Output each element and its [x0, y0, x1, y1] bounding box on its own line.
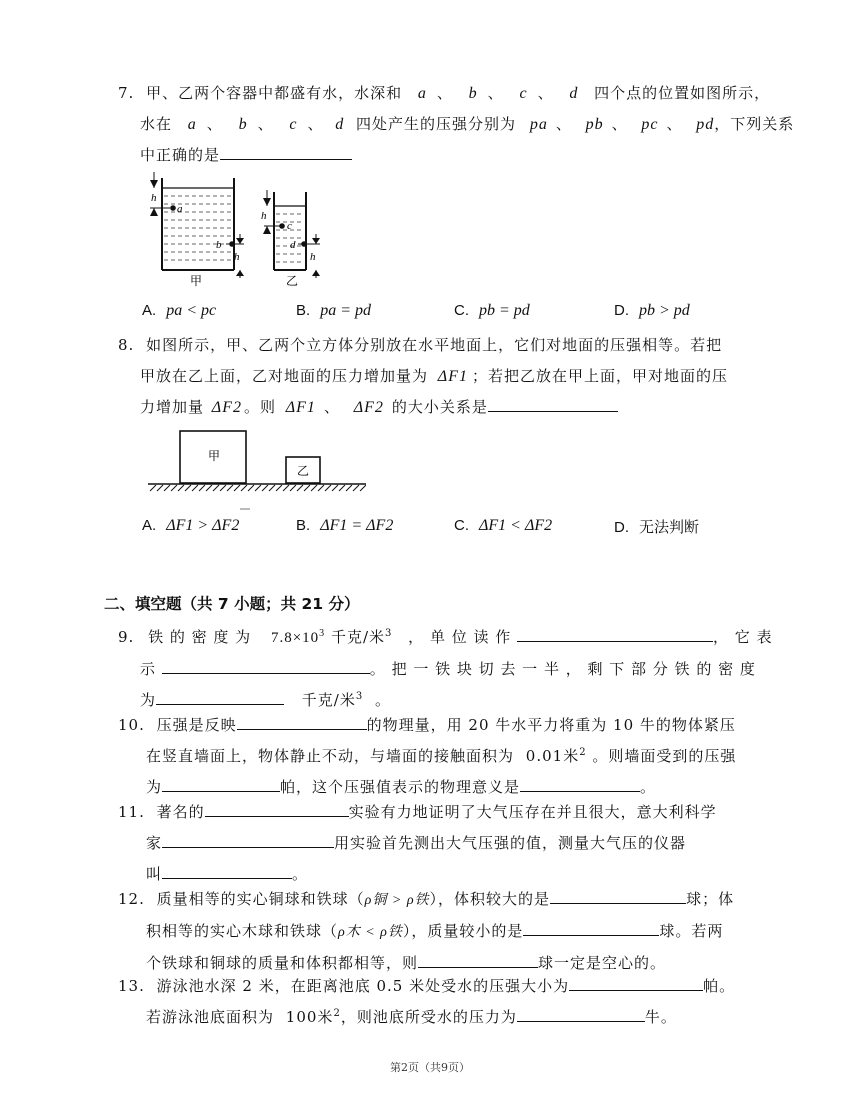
answer-blank[interactable] — [205, 798, 349, 817]
h-label: h — [310, 251, 316, 263]
q8-line-3 — [140, 392, 818, 423]
q7-options — [0, 301, 860, 325]
q12-line-2 — [146, 916, 818, 948]
option-label: C. — [454, 517, 469, 534]
page-footer: 第2页（共9页） — [390, 1061, 470, 1074]
option-label: C. — [454, 302, 469, 319]
var-c: c — [519, 85, 528, 102]
var-a: a — [187, 116, 197, 133]
option-c[interactable] — [454, 516, 552, 535]
option-text: pa = pd — [320, 302, 371, 319]
answer-blank[interactable] — [156, 686, 284, 705]
q7-text: 四处产生的压强分别为 — [356, 115, 517, 133]
q9-text: ， 它 表 — [713, 628, 773, 646]
option-label: A. — [142, 517, 157, 534]
q7-text: 四个点的位置如图所示， — [594, 84, 771, 102]
answer-blank[interactable] — [162, 829, 334, 848]
q9-text: 。 把 一 铁 块 切 去 一 半 ， 剩 下 部 分 铁 的 密 度 — [369, 660, 756, 678]
var-pd: pd — [696, 116, 715, 133]
answer-blank[interactable] — [569, 972, 703, 991]
q7-line-1: 7. 甲、乙两个容器中都盛有水，水深和 a 、 b 、 c 、 d 四个点的位置如图所示， — [118, 84, 771, 102]
var-b: b — [468, 85, 478, 102]
q9-line-1 — [118, 622, 818, 654]
area-value: 0.01米$^2$ — [525, 747, 587, 765]
q8-text: 如图所示，甲、乙两个立方体分别放在水平地面上，它们对地面的压强相等。若把 — [146, 336, 723, 354]
q11-text: 。 — [292, 865, 309, 883]
question-number: 11. — [118, 803, 145, 821]
q8-text: ；若把乙放在甲上面，甲对地面的压 — [471, 367, 728, 385]
point-a-label: a — [177, 203, 183, 215]
q13-line-2 — [146, 1002, 818, 1033]
q12-text: 球一定是空心的。 — [538, 954, 667, 972]
var-pc: pc — [641, 116, 659, 133]
q10-text: 在竖直墙面上，物体静止不动，与墙面的接触面积为 — [146, 747, 515, 765]
option-text: ΔF1 < ΔF2 — [479, 517, 553, 534]
area-value: 100米$^2$ — [285, 1008, 341, 1026]
question-number: 8. — [118, 336, 135, 354]
var-d: d — [569, 85, 579, 102]
point-d-label: d — [290, 239, 296, 251]
answer-blank[interactable] — [162, 773, 280, 792]
option-label: B. — [296, 517, 311, 534]
q9-text: 。 — [375, 691, 392, 709]
cube-yi-label: 乙 — [297, 464, 310, 478]
ground-hatch — [150, 485, 366, 491]
q11-text: 家 — [146, 834, 163, 852]
question-10 — [118, 710, 818, 803]
delta-f2: ΔF2 — [211, 399, 242, 416]
question-number: 7. — [118, 84, 135, 102]
unit: 千克/米 — [330, 628, 386, 646]
q11-text: 用实验首先测出大气压强的值，测量大气压的仪器 — [334, 834, 687, 852]
delta-f2: ΔF2 — [353, 399, 384, 416]
delta-f1: ΔF1 — [437, 368, 468, 385]
unit-exp: 3 — [385, 628, 393, 639]
density-relation: ρ铜 > ρ铁 — [364, 893, 430, 908]
q7-text: 甲、乙两个容器中都盛有水，水深和 — [146, 84, 403, 102]
option-label: D. — [614, 302, 629, 319]
q10-text: 为 — [146, 778, 163, 796]
q7-text: 水在 — [140, 115, 173, 133]
q12-text: 个铁球和铜球的质量和体积都相等，则 — [146, 954, 419, 972]
q7-text: 中正确的是 — [140, 146, 221, 164]
var-c: c — [289, 116, 298, 133]
q8-line-1 — [118, 330, 818, 361]
density-value: $7.8\times 10^3$ — [270, 628, 326, 646]
question-11 — [118, 797, 818, 890]
answer-blank[interactable] — [520, 773, 640, 792]
container-jia-label: 甲 — [190, 274, 203, 288]
q12-text: ），体积较大的是 — [429, 890, 551, 908]
question-8 — [118, 330, 818, 423]
question-number: 10. — [118, 716, 145, 734]
q11-line-2 — [146, 828, 818, 859]
point-c — [279, 223, 285, 229]
question-number: 13. — [118, 977, 145, 995]
option-b[interactable] — [296, 301, 371, 320]
answer-blank[interactable] — [237, 711, 367, 730]
q8-cubes-figure — [148, 425, 366, 515]
question-7 — [118, 78, 818, 171]
q8-text: 的大小关系是 — [391, 398, 488, 416]
q10-text: 。 — [640, 778, 657, 796]
q12-text: ），质量较小的是 — [402, 922, 524, 940]
q13-text: 帕。 — [703, 977, 736, 995]
option-d[interactable] — [614, 516, 699, 537]
cube-jia-label: 甲 — [208, 449, 221, 463]
option-text: ΔF1 > ΔF2 — [166, 517, 240, 534]
q7-line-2: 水在 a 、 b 、 c 、 d 四处产生的压强分别为 pa 、 pb 、 pc 、 pd，下列关系 — [140, 115, 795, 133]
container-yi — [261, 190, 320, 288]
q10-text: 。则墙面受到的压强 — [592, 747, 737, 765]
q9-text: ， 单 位 读 作 — [408, 628, 512, 646]
q11-line-1 — [118, 797, 818, 828]
q9-text: 为 — [140, 691, 157, 709]
option-d[interactable] — [614, 301, 690, 320]
option-label: D. — [614, 519, 629, 536]
q11-text: 著名的 — [156, 803, 205, 821]
var-pb: pb — [585, 116, 604, 133]
h-label: h — [234, 251, 240, 263]
option-label: A. — [142, 302, 157, 319]
section-title: 二、填空题（共 7 小题；共 21 分） — [104, 595, 360, 613]
q8-text: 甲放在乙上面，乙对地面的压力增加量为 — [140, 367, 429, 385]
q8-text: 力增加量 — [140, 398, 205, 416]
q10-line-1 — [118, 710, 818, 741]
question-number: 9. — [118, 628, 135, 646]
var-pa: pa — [529, 116, 548, 133]
q12-text: 质量相等的实心铜球和铁球（ — [156, 890, 365, 908]
point-b-label: b — [216, 239, 222, 251]
question-number: 12. — [118, 890, 145, 908]
q8-options — [0, 516, 860, 540]
q13-line-1 — [118, 971, 818, 1002]
q12-text: 球；体 — [686, 890, 735, 908]
q13-text: 牛。 — [644, 1008, 677, 1026]
container-jia — [150, 172, 244, 288]
density-relation: ρ木 < ρ铁 — [338, 925, 403, 940]
q11-text: 实验有力地证明了大气压存在并且很大，意大利科学 — [348, 803, 717, 821]
answer-blank[interactable] — [550, 885, 686, 904]
option-text: 无法判断 — [639, 518, 700, 536]
q9-line-2 — [140, 654, 818, 685]
q8-line-2 — [140, 361, 818, 392]
q7-text: ，下列关系 — [714, 115, 795, 133]
q12-line-1 — [118, 884, 818, 916]
q13-text: 若游泳池底面积为 — [146, 1008, 275, 1026]
option-a[interactable] — [142, 301, 216, 320]
h-label: h — [151, 192, 157, 204]
q9-text: 铁 的 密 度 为 — [148, 628, 252, 646]
answer-blank[interactable] — [418, 949, 538, 968]
q7-line-3 — [140, 140, 818, 171]
q11-text: 叫 — [146, 865, 163, 883]
answer-blank[interactable] — [162, 655, 370, 674]
q13-text: 游泳池水深 2 米，在距离池底 0.5 米处受水的压强大小为 — [156, 977, 570, 995]
q10-text: 帕，这个压强值表示的物理意义是 — [280, 778, 521, 796]
answer-blank[interactable] — [162, 860, 292, 879]
unit: 千克/米 — [301, 691, 356, 709]
option-text: pa < pc — [166, 302, 217, 319]
q12-text: 球。若两 — [659, 922, 724, 940]
q13-text: ，则池底所受水的压力为 — [340, 1008, 517, 1026]
q10-line-2 — [146, 741, 818, 772]
answer-blank[interactable] — [523, 917, 659, 936]
question-12 — [118, 884, 818, 979]
q12-text: 积相等的实心木球和铁球（ — [146, 922, 339, 940]
q10-text: 压强是反映 — [156, 716, 237, 734]
option-b[interactable] — [296, 516, 393, 535]
delta-f1: ΔF1 — [285, 399, 316, 416]
option-c[interactable] — [454, 301, 530, 320]
answer-blank[interactable] — [517, 623, 713, 642]
question-9 — [118, 622, 818, 716]
answer-blank[interactable] — [220, 141, 352, 160]
var-b: b — [238, 116, 248, 133]
option-text: pb = pd — [479, 302, 530, 319]
q9-text: 示 — [140, 660, 157, 678]
option-a[interactable] — [142, 516, 239, 535]
question-13 — [118, 971, 818, 1033]
point-c-label: c — [287, 220, 292, 232]
q8-text: 、 — [323, 398, 340, 416]
unit-exp: 3 — [355, 691, 364, 702]
point-a — [170, 205, 176, 211]
q10-text: 的物理量，用 20 牛水平力将重为 10 牛的物体紧压 — [366, 716, 736, 734]
h-label: h — [261, 210, 267, 222]
q8-text: 。则 — [243, 398, 276, 416]
q7-containers-figure — [140, 168, 330, 290]
option-text: ΔF1 = ΔF2 — [320, 517, 394, 534]
answer-blank[interactable] — [488, 393, 618, 412]
var-a: a — [417, 85, 427, 102]
option-text: pb > pd — [639, 302, 690, 319]
var-d: d — [335, 116, 345, 133]
container-yi-label: 乙 — [286, 274, 299, 288]
option-label: B. — [296, 302, 311, 319]
answer-blank[interactable] — [517, 1003, 645, 1022]
